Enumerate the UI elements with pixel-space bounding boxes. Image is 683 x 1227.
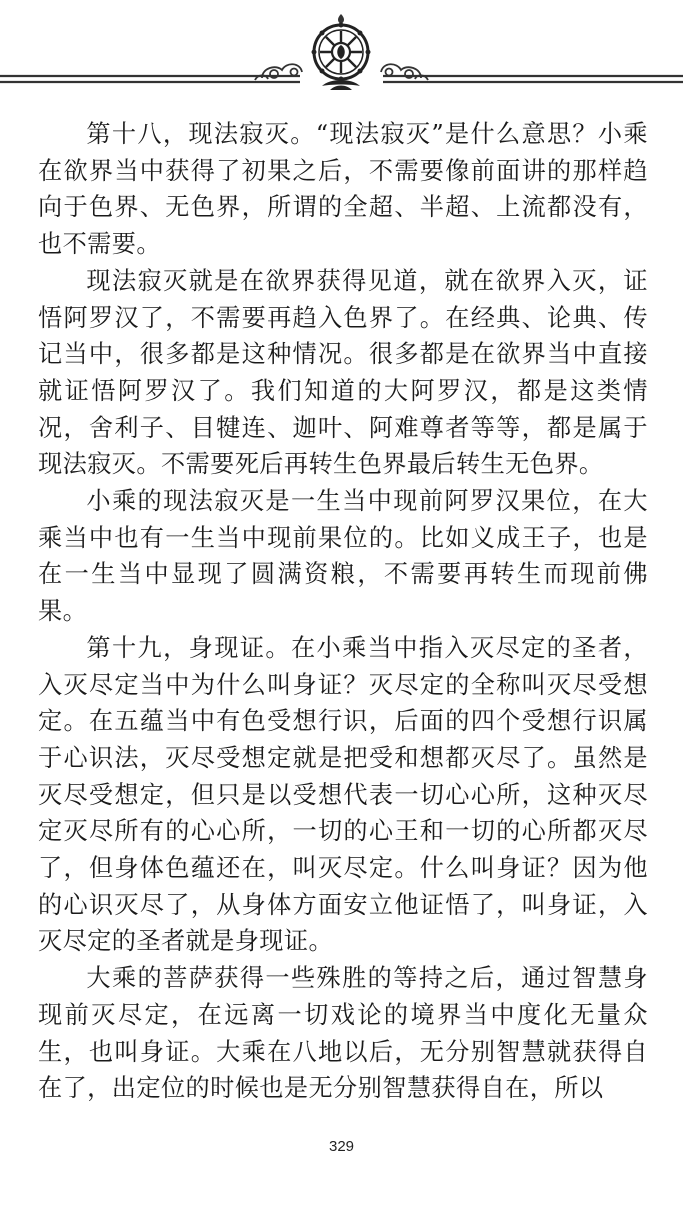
- page-header: [0, 0, 683, 110]
- page-body: [38, 116, 648, 1107]
- paragraph: 大乘的菩萨获得一些殊胜的等持之后，通过智慧身现前灭尽定，在远离一切戏论的境界当中度化无量众生，也叫身证。大乘在八地以后，无分别智慧就获得自在了，出定位的时候也是无分别智慧获得自在，所以: [38, 964, 648, 1103]
- cloud-left-icon: [255, 64, 302, 80]
- header-ornament: [0, 0, 683, 110]
- page-number: 329: [328, 1138, 355, 1155]
- paragraph: 现法寂灭就是在欲界获得见道，就在欲界入灭，证悟阿罗汉了，不需要再趋入色界了。在经典、论典、传记当中，很多都是这种情况。很多都是在欲界当中直接就证悟阿罗汉了。我们知道的大阿罗汉，都是这类情况，舍利子、目犍连、迦叶、阿难尊者等等，都是属于现法寂灭。不需要死后再转生色界最后转生无色界。: [38, 266, 648, 479]
- cloud-right-icon: [381, 64, 428, 80]
- paragraph: 第十九，身现证。在小乘当中指入灭尽定的圣者，入灭尽定当中为什么叫身证？灭尽定的全称叫灭尽受想定。在五蕴当中有色受想行识，后面的四个受想行识属于心识法，灭尽受想定就是把受和想都灭尽了。虽然是灭尽受想定，但只是以受想代表一切心心所，这种灭尽定灭尽所有的心心所，一切的心王和一切的心所都灭尽了，但身体色蕴还在，叫灭尽定。什么叫身证？因为他的心识灭尽了，从身体方面安立他证悟了，叫身证，入灭尽定的圣者就是身现证。: [38, 633, 648, 956]
- paragraph: 第十八，现法寂灭。“现法寂灭”是什么意思？小乘在欲界当中获得了初果之后，不需要像前面讲的那样趋向于色界、无色界，所谓的全超、半超、上流都没有，也不需要。: [38, 120, 648, 259]
- paragraph: 小乘的现法寂灭是一生当中现前阿罗汉果位，在大乘当中也有一生当中现前果位的。比如义成王子，也是在一生当中显现了圆满资粮，不需要再转生而现前佛果。: [38, 487, 648, 626]
- dharma-wheel-icon: [312, 14, 371, 90]
